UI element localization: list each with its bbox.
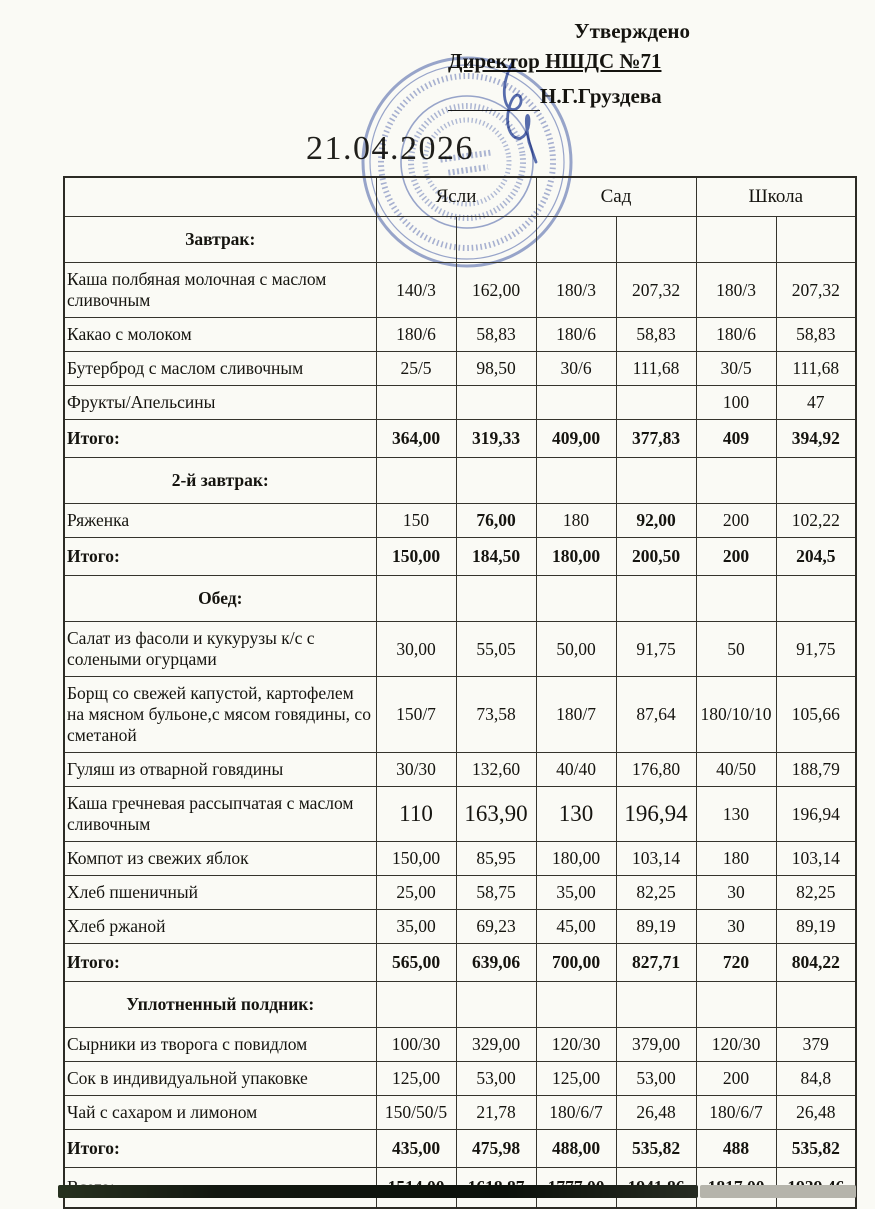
dish-name: Бутерброд с маслом сливочным: [64, 352, 376, 386]
value-cell: 55,05: [456, 622, 536, 677]
value-cell: 58,83: [776, 318, 856, 352]
scan-artifact-dark: [58, 1185, 698, 1198]
dish-name: Ряженка: [64, 504, 376, 538]
signature-line: [448, 81, 700, 111]
value-cell: 89,19: [776, 910, 856, 944]
dish-name: Фрукты/Апельсины: [64, 386, 376, 420]
total-row: [64, 538, 856, 576]
value-cell: [616, 386, 696, 420]
group-header: Ясли: [376, 177, 536, 217]
dish-name: Борщ со свежей капустой, картофелем на мясном бульоне,с мясом говядины, со сметаной: [64, 677, 376, 753]
value-cell: 176,80: [616, 753, 696, 787]
value-cell: 488,00: [536, 1130, 616, 1168]
value-cell: 69,23: [456, 910, 536, 944]
value-cell: 53,00: [456, 1062, 536, 1096]
value-cell: [616, 576, 696, 622]
item-row: [64, 1028, 856, 1062]
value-cell: 394,92: [776, 420, 856, 458]
value-cell: 804,22: [776, 944, 856, 982]
value-cell: 21,78: [456, 1096, 536, 1130]
value-cell: 180/10/10: [696, 677, 776, 753]
value-cell: 58,75: [456, 876, 536, 910]
item-row: [64, 352, 856, 386]
value-cell: 409: [696, 420, 776, 458]
value-cell: 84,8: [776, 1062, 856, 1096]
approved-label: Утверждено: [574, 19, 690, 43]
director-name: Н.Г.Груздева: [540, 83, 662, 108]
signature-blank: [448, 92, 540, 111]
value-cell: 329,00: [456, 1028, 536, 1062]
value-cell: 150/50/5: [376, 1096, 456, 1130]
value-cell: 30: [696, 876, 776, 910]
row-label: Завтрак:: [64, 217, 376, 263]
section-row: [64, 458, 856, 504]
row-label: Обед:: [64, 576, 376, 622]
row-label: Итого:: [64, 538, 376, 576]
value-cell: [456, 386, 536, 420]
value-cell: 111,68: [616, 352, 696, 386]
value-cell: 30/6: [536, 352, 616, 386]
value-cell: 565,00: [376, 944, 456, 982]
value-cell: 100/30: [376, 1028, 456, 1062]
value-cell: 26,48: [616, 1096, 696, 1130]
value-cell: 100: [696, 386, 776, 420]
value-cell: 180/6/7: [696, 1096, 776, 1130]
value-cell: 200: [696, 504, 776, 538]
value-cell: 475,98: [456, 1130, 536, 1168]
value-cell: [696, 576, 776, 622]
value-cell: 379: [776, 1028, 856, 1062]
value-cell: 435,00: [376, 1130, 456, 1168]
value-cell: 180: [696, 842, 776, 876]
dish-name: Сок в индивидуальной упаковке: [64, 1062, 376, 1096]
value-cell: 103,14: [776, 842, 856, 876]
value-cell: [536, 386, 616, 420]
value-cell: 188,79: [776, 753, 856, 787]
group-header: Сад: [536, 177, 696, 217]
menu-date: 21.04.2026: [306, 130, 474, 167]
item-row: [64, 910, 856, 944]
value-cell: 26,48: [776, 1096, 856, 1130]
total-row: [64, 1130, 856, 1168]
value-cell: 35,00: [376, 910, 456, 944]
value-cell: [536, 576, 616, 622]
value-cell: 40/40: [536, 753, 616, 787]
row-label: Итого:: [64, 1130, 376, 1168]
value-cell: 196,94: [776, 787, 856, 842]
value-cell: 535,82: [616, 1130, 696, 1168]
value-cell: 45,00: [536, 910, 616, 944]
value-cell: 40/50: [696, 753, 776, 787]
approval-block: [448, 16, 700, 111]
value-cell: [376, 458, 456, 504]
dish-name: Чай с сахаром и лимоном: [64, 1096, 376, 1130]
table-header-row: [64, 177, 856, 217]
value-cell: 377,83: [616, 420, 696, 458]
value-cell: [456, 982, 536, 1028]
value-cell: 700,00: [536, 944, 616, 982]
value-cell: 50: [696, 622, 776, 677]
value-cell: [616, 217, 696, 263]
value-cell: [536, 217, 616, 263]
director-title: Директор НШДС №71: [448, 49, 662, 74]
value-cell: 58,83: [456, 318, 536, 352]
value-cell: 85,95: [456, 842, 536, 876]
value-cell: 110: [376, 787, 456, 842]
item-row: [64, 318, 856, 352]
menu-table: [63, 176, 857, 1209]
value-cell: 50,00: [536, 622, 616, 677]
value-cell: 73,58: [456, 677, 536, 753]
item-row: [64, 677, 856, 753]
value-cell: 92,00: [616, 504, 696, 538]
value-cell: 180/6: [376, 318, 456, 352]
value-cell: 47: [776, 386, 856, 420]
dish-name: Каша гречневая рассыпчатая с маслом сливочным: [64, 787, 376, 842]
value-cell: 30: [696, 910, 776, 944]
value-cell: 200: [696, 538, 776, 576]
value-cell: [456, 217, 536, 263]
total-row: [64, 420, 856, 458]
value-cell: 91,75: [616, 622, 696, 677]
value-cell: 180/7: [536, 677, 616, 753]
value-cell: 488: [696, 1130, 776, 1168]
value-cell: 180,00: [536, 538, 616, 576]
value-cell: [376, 386, 456, 420]
dish-name: Хлеб ржаной: [64, 910, 376, 944]
value-cell: 103,14: [616, 842, 696, 876]
value-cell: 180/6/7: [536, 1096, 616, 1130]
value-cell: [536, 458, 616, 504]
value-cell: 319,33: [456, 420, 536, 458]
value-cell: 105,66: [776, 677, 856, 753]
value-cell: 120/30: [696, 1028, 776, 1062]
value-cell: 25/5: [376, 352, 456, 386]
value-cell: 639,06: [456, 944, 536, 982]
value-cell: 35,00: [536, 876, 616, 910]
item-row: [64, 1096, 856, 1130]
value-cell: 111,68: [776, 352, 856, 386]
value-cell: 184,50: [456, 538, 536, 576]
value-cell: 102,22: [776, 504, 856, 538]
value-cell: 207,32: [776, 263, 856, 318]
value-cell: 30,00: [376, 622, 456, 677]
value-cell: [456, 576, 536, 622]
value-cell: 82,25: [616, 876, 696, 910]
value-cell: 125,00: [536, 1062, 616, 1096]
value-cell: 89,19: [616, 910, 696, 944]
value-cell: 180/6: [696, 318, 776, 352]
value-cell: [456, 458, 536, 504]
value-cell: 720: [696, 944, 776, 982]
value-cell: [616, 458, 696, 504]
corner-cell: [64, 177, 376, 217]
item-row: [64, 263, 856, 318]
value-cell: 130: [696, 787, 776, 842]
value-cell: [376, 982, 456, 1028]
value-cell: 204,5: [776, 538, 856, 576]
value-cell: [696, 458, 776, 504]
value-cell: 125,00: [376, 1062, 456, 1096]
dish-name: Хлеб пшеничный: [64, 876, 376, 910]
value-cell: 53,00: [616, 1062, 696, 1096]
value-cell: 30/30: [376, 753, 456, 787]
section-row: [64, 982, 856, 1028]
value-cell: 180,00: [536, 842, 616, 876]
value-cell: [376, 576, 456, 622]
dish-name: Гуляш из отварной говядины: [64, 753, 376, 787]
value-cell: 827,71: [616, 944, 696, 982]
value-cell: 87,64: [616, 677, 696, 753]
value-cell: 364,00: [376, 420, 456, 458]
item-row: [64, 876, 856, 910]
row-label: 2-й завтрак:: [64, 458, 376, 504]
item-row: [64, 753, 856, 787]
value-cell: [616, 982, 696, 1028]
value-cell: 379,00: [616, 1028, 696, 1062]
value-cell: [776, 576, 856, 622]
dish-name: Каша полбяная молочная с маслом сливочным: [64, 263, 376, 318]
value-cell: [536, 982, 616, 1028]
value-cell: 409,00: [536, 420, 616, 458]
value-cell: 535,82: [776, 1130, 856, 1168]
item-row: [64, 1062, 856, 1096]
value-cell: 140/3: [376, 263, 456, 318]
total-row: [64, 944, 856, 982]
dish-name: Компот из свежих яблок: [64, 842, 376, 876]
group-header: Школа: [696, 177, 856, 217]
value-cell: 150,00: [376, 538, 456, 576]
value-cell: [776, 217, 856, 263]
dish-name: Сырники из творога с повидлом: [64, 1028, 376, 1062]
value-cell: 180/3: [696, 263, 776, 318]
value-cell: 58,83: [616, 318, 696, 352]
value-cell: 30/5: [696, 352, 776, 386]
item-row: [64, 842, 856, 876]
value-cell: [696, 982, 776, 1028]
row-label: Уплотненный полдник:: [64, 982, 376, 1028]
scan-artifact-light: [700, 1185, 856, 1198]
value-cell: 180/3: [536, 263, 616, 318]
item-row: [64, 787, 856, 842]
value-cell: [376, 217, 456, 263]
value-cell: 25,00: [376, 876, 456, 910]
item-row: [64, 386, 856, 420]
item-row: [64, 504, 856, 538]
item-row: [64, 622, 856, 677]
value-cell: 200,50: [616, 538, 696, 576]
value-cell: 180: [536, 504, 616, 538]
value-cell: 130: [536, 787, 616, 842]
value-cell: 120/30: [536, 1028, 616, 1062]
value-cell: 150: [376, 504, 456, 538]
value-cell: 207,32: [616, 263, 696, 318]
value-cell: 76,00: [456, 504, 536, 538]
value-cell: 132,60: [456, 753, 536, 787]
row-label: Итого:: [64, 944, 376, 982]
value-cell: 196,94: [616, 787, 696, 842]
value-cell: 150,00: [376, 842, 456, 876]
value-cell: 98,50: [456, 352, 536, 386]
value-cell: 91,75: [776, 622, 856, 677]
value-cell: [776, 458, 856, 504]
section-row: [64, 217, 856, 263]
value-cell: [696, 217, 776, 263]
value-cell: 82,25: [776, 876, 856, 910]
value-cell: 200: [696, 1062, 776, 1096]
value-cell: 163,90: [456, 787, 536, 842]
dish-name: Какао с молоком: [64, 318, 376, 352]
section-row: [64, 576, 856, 622]
row-label: Итого:: [64, 420, 376, 458]
value-cell: 150/7: [376, 677, 456, 753]
dish-name: Салат из фасоли и кукурузы к/с с солеными огурцами: [64, 622, 376, 677]
value-cell: 162,00: [456, 263, 536, 318]
value-cell: [776, 982, 856, 1028]
value-cell: 180/6: [536, 318, 616, 352]
